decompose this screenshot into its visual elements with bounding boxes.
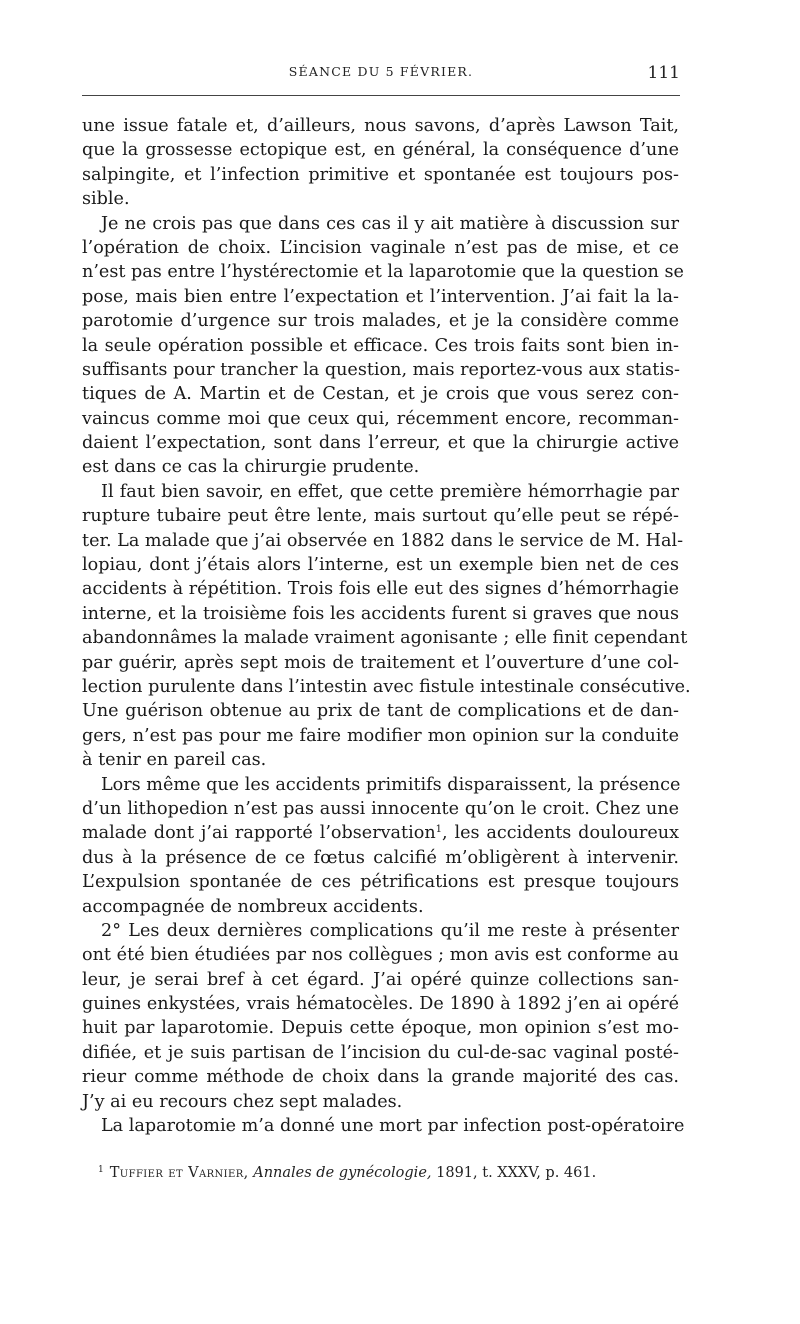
text-line: sible. xyxy=(82,189,130,210)
text-line: guines enkystées, vrais hématocèles. De 1890 à 1892 j’en ai opéré xyxy=(82,994,679,1015)
text-line: tiques de A. Martin et de Cestan, et je crois que vous serez con- xyxy=(82,384,679,405)
text-line: pose, mais bien entre l’expectation et l’intervention. J’ai fait la la- xyxy=(82,286,679,307)
text-line: n’est pas entre l’hystérectomie et la laparotomie que la question se xyxy=(82,262,684,283)
running-head xyxy=(82,64,680,84)
text-line: parotomie d’urgence sur trois malades, et je la considère comme xyxy=(82,311,679,332)
text-segment: , les accidents douloureux xyxy=(442,823,679,844)
footnote-journal: Annales de gynécologie, xyxy=(253,1165,432,1181)
text-line: lection purulente dans l’intestin avec fistule intestinale consécutive. xyxy=(82,676,691,697)
text-line: accompagnée de nombreux accidents. xyxy=(82,896,424,917)
text-line: Une guérison obtenue au prix de tant de complications et de dan- xyxy=(82,701,679,722)
text-line: ont été bien étudiées par nos collègues ; mon avis est conforme au xyxy=(82,945,679,966)
body-text xyxy=(82,114,691,1138)
text-segment: malade dont j’ai rapporté l’observation xyxy=(82,823,436,844)
text-line: vaincus comme moi que ceux qui, récemment encore, recomman- xyxy=(82,408,679,429)
text-line: à tenir en pareil cas. xyxy=(82,750,267,771)
text-line: L’expulsion spontanée de ces pétrifications est presque toujours xyxy=(82,872,679,893)
text-line: une issue fatale et, d’ailleurs, nous savons, d’après Lawson Tait, xyxy=(82,116,679,136)
footnote-authors: Tuffier et Varnier, xyxy=(109,1165,249,1181)
header-rule xyxy=(82,95,680,96)
text-line: daient l’expectation, sont dans l’erreur, et que la chirurgie active xyxy=(82,433,679,454)
text-line: suffisants pour trancher la question, mais reportez-vous aux statis- xyxy=(82,359,680,380)
footnote-details: 1891, t. XXXV, p. 461. xyxy=(436,1165,597,1181)
text-line: est dans ce cas la chirurgie prudente. xyxy=(82,457,420,478)
running-title: SÉANCE DU 5 FÉVRIER. xyxy=(288,64,474,79)
text-line: la seule opération possible et efficace. Ces trois faits sont bien in- xyxy=(82,335,679,356)
text-line: ter. La malade que j’ai observée en 1882 dans le service de M. Hal- xyxy=(82,530,684,551)
paragraph-start-line: Il faut bien savoir, en effet, que cette première hémorrhagie par xyxy=(101,481,679,502)
text-line: dus à la présence de ce fœtus calcifié m’obligèrent à intervenir. xyxy=(82,847,679,868)
text-line: lopiau, dont j’étais alors l’interne, est un exemple bien net de ces xyxy=(82,555,679,576)
footnote xyxy=(98,1163,658,1183)
paragraph-start-line: Je ne crois pas que dans ces cas il y ait matière à discussion sur xyxy=(101,213,679,234)
text-line: que la grossesse ectopique est, en général, la conséquence d’une xyxy=(82,140,679,161)
text-line: interne, et la troisième fois les accidents furent si graves que nous xyxy=(82,603,679,624)
text-line: gers, n’est pas pour me faire modifier mon opinion sur la conduite xyxy=(82,725,679,746)
text-line: salpingite, et l’infection primitive et spontanée est toujours pos- xyxy=(82,164,679,185)
text-line: l’opération de choix. L’incision vaginale n’est pas de mise, et ce xyxy=(82,237,679,258)
page-number: 111 xyxy=(647,63,680,83)
text-line: par guérir, après sept mois de traitement et l’ouverture d’une col- xyxy=(82,652,679,673)
text-line: d’un lithopedion n’est pas aussi innocente qu’on le croit. Chez une xyxy=(82,798,679,819)
text-line: difiée, et je suis partisan de l’incision du cul-de-sac vaginal posté- xyxy=(82,1042,679,1063)
paragraph-start-line: 2° Les deux dernières complications qu’il me reste à présenter xyxy=(101,920,679,941)
paragraph-start-line: Lors même que les accidents primitifs disparaissent, la présence xyxy=(101,774,681,795)
text-line: huit par laparotomie. Depuis cette époque, mon opinion s’est mo- xyxy=(82,1018,679,1039)
footnote-reference: 1 xyxy=(435,824,443,836)
text-line: J’y ai eu recours chez sept malades. xyxy=(82,1091,403,1112)
text-line-with-note xyxy=(82,821,679,845)
paragraph-start-line: La laparotomie m’a donné une mort par infection post-opératoire xyxy=(101,1116,685,1137)
text-line: rupture tubaire peut être lente, mais surtout qu’elle peut se répé- xyxy=(82,506,679,527)
text-line: rieur comme méthode de choix dans la grande majorité des cas. xyxy=(82,1067,679,1088)
text-line: abandonnâmes la malade vraiment agonisante ; elle finit cependant xyxy=(82,628,688,649)
text-line: leur, je serai bref à cet égard. J’ai opéré quinze collections san- xyxy=(82,969,679,990)
text-line: accidents à répétition. Trois fois elle eut des signes d’hémorrhagie xyxy=(82,579,679,600)
footnote-marker: 1 xyxy=(98,1165,104,1175)
